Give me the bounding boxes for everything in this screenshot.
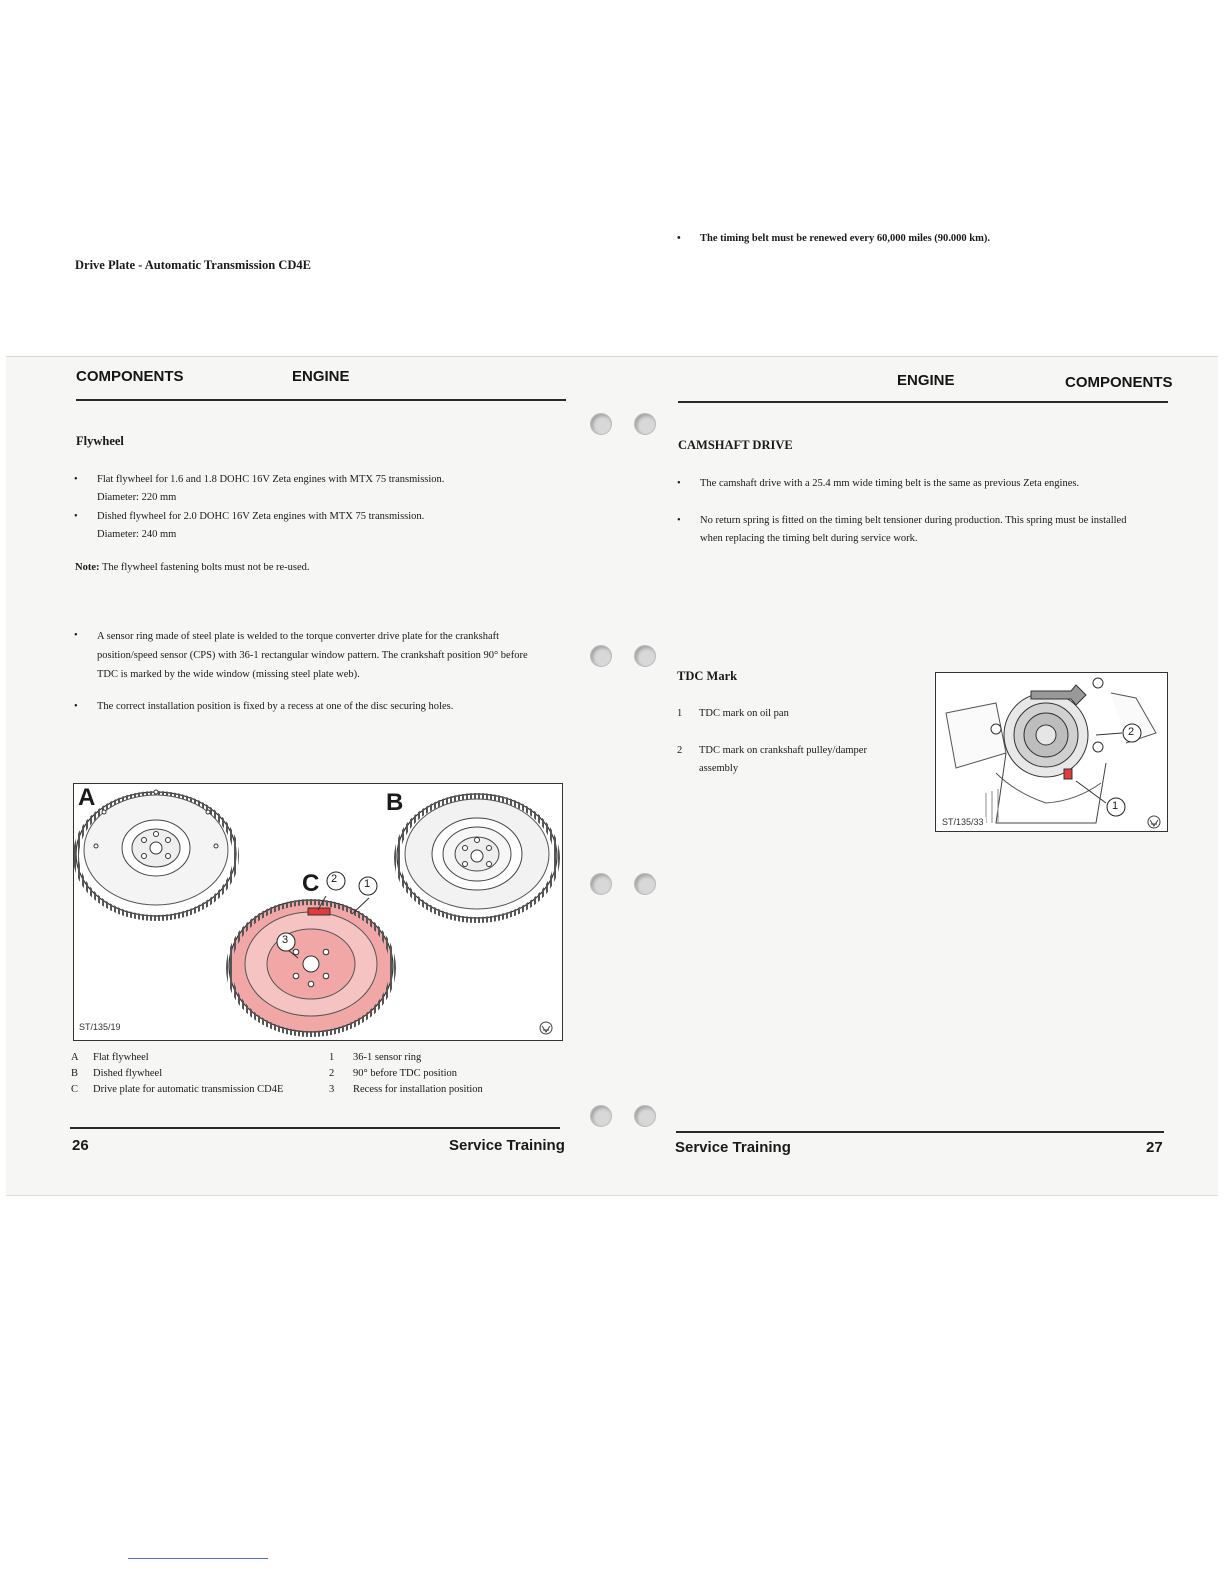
note-label: Note:	[75, 562, 100, 573]
right-footer-rule	[676, 1131, 1164, 1133]
bullet-dot: •	[74, 474, 78, 485]
tdc-callout-1: 1	[1112, 800, 1119, 812]
bullet-dot: •	[74, 701, 78, 712]
bullet-line: when replacing the timing belt during service work.	[700, 532, 918, 544]
flywheel-title: Flywheel	[76, 434, 124, 448]
flywheel-figure	[73, 783, 563, 1041]
bullet-dot: •	[74, 511, 78, 522]
bullet-dot: •	[677, 478, 681, 489]
bullet-dot: •	[677, 233, 681, 244]
left-header-chapter: ENGINE	[292, 368, 350, 385]
left-footer-label: Service Training	[449, 1137, 565, 1154]
callout-3: 3	[282, 934, 289, 946]
right-header-rule	[678, 401, 1168, 403]
right-footer-label: Service Training	[675, 1139, 791, 1156]
tdc-title: TDC Mark	[677, 669, 738, 683]
caption-item: 1 36-1 sensor ring	[329, 1052, 422, 1063]
flywheel-illustration	[74, 784, 562, 1040]
tdc-callout-2: 2	[1128, 726, 1135, 738]
drive-plate-title: Drive Plate - Automatic Transmission CD4E	[75, 258, 311, 272]
bullet-line: position/speed sensor (CPS) with 36-1 rectangular window pattern. The crankshaft position 90° before	[97, 650, 528, 661]
bullet-line: Diameter: 240 mm	[97, 528, 177, 540]
binder-hole	[634, 873, 656, 895]
left-footer-rule	[70, 1127, 560, 1129]
bullet-line: TDC is marked by the wide window (missing steel plate web).	[97, 669, 360, 680]
bullet-line: Flat flywheel for 1.6 and 1.8 DOHC 16V Zeta engines with MTX 75 transmission.	[97, 474, 445, 485]
callout-2: 2	[331, 873, 338, 885]
bullet-line: The correct installation position is fixed by a recess at one of the disc securing holes.	[97, 701, 454, 712]
figure-ref: ST/135/19	[79, 1022, 121, 1032]
left-header-section: COMPONENTS	[76, 368, 184, 385]
engine-pulley-illustration	[936, 673, 1167, 831]
right-page-number: 27	[1146, 1139, 1163, 1156]
right-header-section: COMPONENTS	[1065, 374, 1173, 391]
bullet-line: A sensor ring made of steel plate is welded to the torque converter drive plate for the crankshaft	[97, 631, 500, 642]
binder-hole	[590, 873, 612, 895]
tdc-figure	[935, 672, 1168, 832]
scan-artifact-line	[128, 1558, 268, 1559]
binder-hole	[634, 413, 656, 435]
tdc-item-1: 1 TDC mark on oil pan	[677, 708, 789, 719]
callout-1: 1	[364, 878, 371, 890]
bullet-line: Diameter: 220 mm	[97, 491, 177, 503]
tdc-figure-ref: ST/135/33	[942, 817, 984, 827]
binder-hole	[634, 1105, 656, 1127]
caption-item: C Drive plate for automatic transmission CD4E	[71, 1084, 284, 1095]
caption-item: 3 Recess for installation position	[329, 1084, 483, 1095]
figure-label-c: C	[302, 870, 320, 897]
flywheel-b-drawing	[397, 794, 557, 920]
caption-item: B Dished flywheel	[71, 1068, 163, 1079]
caption-item: 2 90° before TDC position	[329, 1068, 458, 1079]
bullet-line: The timing belt must be renewed every 60,000 miles (90.000 km).	[700, 233, 990, 244]
bullet-line: The camshaft drive with a 25.4 mm wide timing belt is the same as previous Zeta engines.	[700, 478, 1080, 489]
figure-label-a: A	[78, 784, 96, 811]
camshaft-title: CAMSHAFT DRIVE	[678, 438, 793, 452]
caption-item: A Flat flywheel	[71, 1052, 149, 1063]
bullet-line: No return spring is fitted on the timing belt tensioner during production. This spring must be installed	[700, 515, 1127, 526]
publisher-logo-icon	[540, 1022, 552, 1034]
bullet-line: Dished flywheel for 2.0 DOHC 16V Zeta engines with MTX 75 transmission.	[97, 511, 425, 522]
publisher-logo-icon	[1148, 816, 1160, 828]
binder-hole	[590, 413, 612, 435]
right-header-chapter: ENGINE	[897, 372, 955, 389]
flywheel-a-drawing	[76, 790, 236, 918]
caption-list-left	[71, 1050, 321, 1098]
tdc-item-2: 2 TDC mark on crankshaft pulley/damper assembly	[677, 745, 867, 774]
left-page-number: 26	[72, 1137, 89, 1154]
binder-hole	[590, 645, 612, 667]
flywheel-note	[75, 559, 310, 577]
note-text: The flywheel fastening bolts must not be re-used.	[101, 562, 310, 573]
figure-label-b: B	[386, 789, 404, 816]
caption-list-right	[329, 1050, 569, 1098]
binder-hole	[634, 645, 656, 667]
binder-hole	[590, 1105, 612, 1127]
bullet-dot: •	[74, 630, 78, 641]
left-header-rule	[76, 399, 566, 401]
bullet-dot: •	[677, 515, 681, 526]
